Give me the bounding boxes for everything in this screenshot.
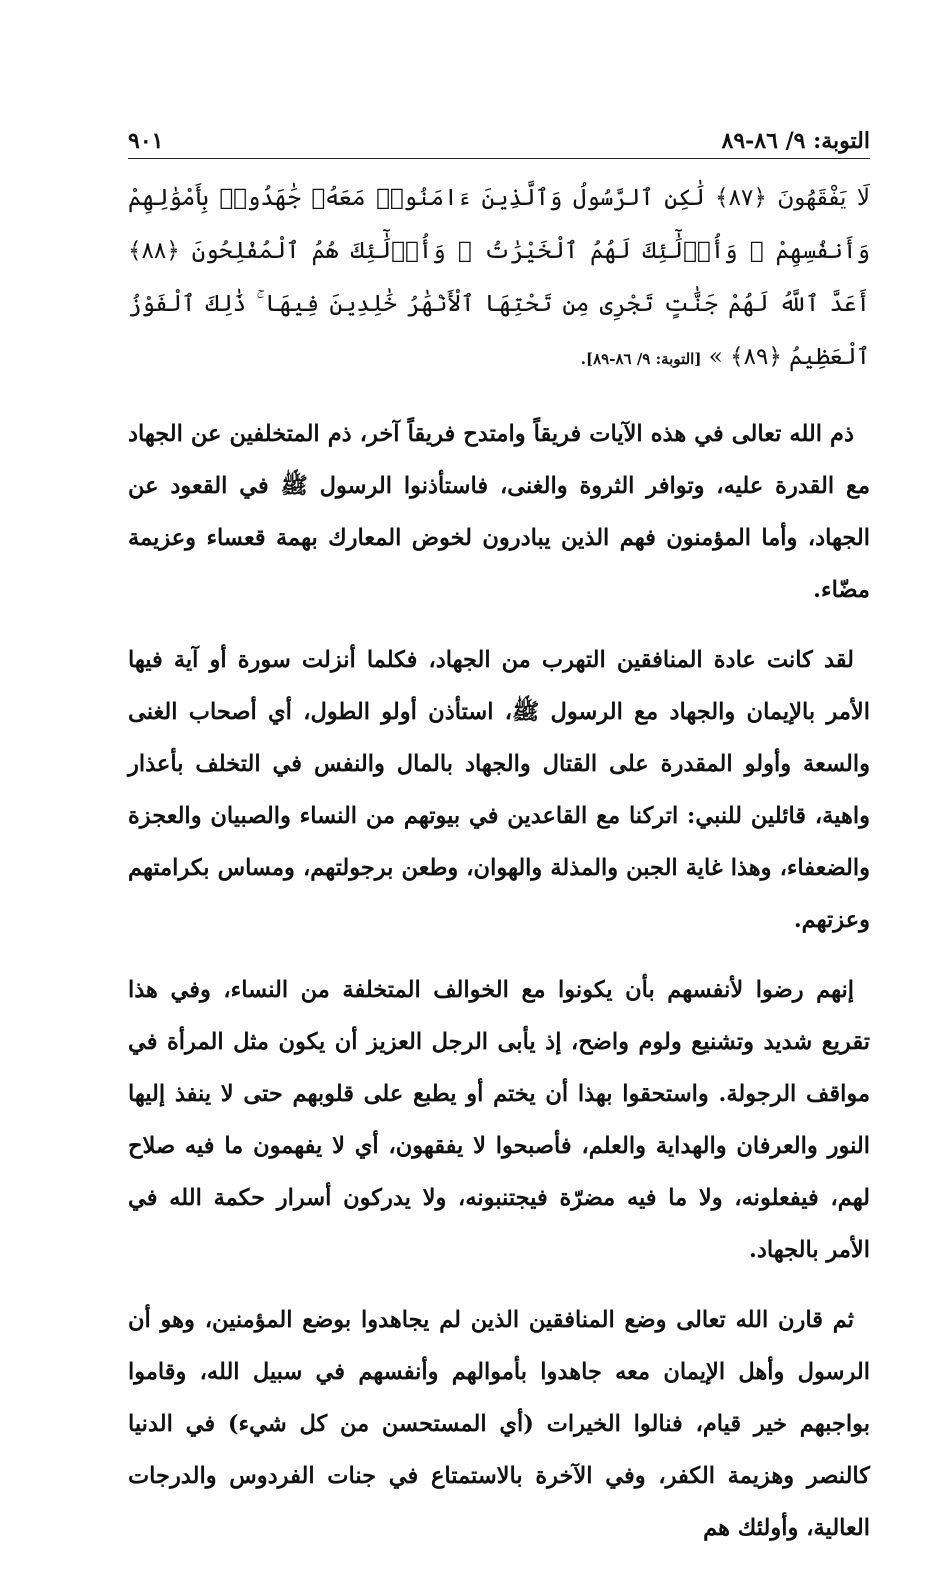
- paragraph-3: إنهم رضوا لأنفسهم بأن يكونوا مع الخوالف المتخلفة من النساء، وفي هذا تقريع شديد وتشنيع ولوم واضح، إذ يأبى الرجل العزيز أن يكون مثل المرأة في مواقف الرجولة. واستحقوا بهذا أن يختم أو يطبع على قلوبهم حتى لا ينفذ إليها النور والعرفان والهداية والعلم، فأصبحوا لا يفقهون، أي لا يفهمون ما فيه صلاح لهم، فيفعلونه، ولا ما فيه مضرّة فيجتنبونه، ولا يدركون أسرار حكمة الله في الأمر بالجهاد.: [128, 977, 870, 1263]
- paragraph-2: لقد كانت عادة المنافقين التهرب من الجهاد، فكلما أنزلت سورة أو آية فيها الأمر بالإيمان والجهاد مع الرسول ﷺ، استأذن أولو الطول، أي أصحاب الغنى والسعة وأولو المقدرة على القتال والجهاد بالمال والنفس في التخلف بأعذار واهية، قائلين للنبي: اتركنا مع القاعدين في بيوتهم من النساء والصبيان والعجزة والضعفاء، وهذا غاية الجبن والمذلة والهوان، وطعن برجولتهم، ومساس بكرامتهم وعزتهم.: [128, 647, 870, 933]
- paragraph-1: ذم الله تعالى في هذه الآيات فريقاً وامتدح فريقاً آخر، ذم المتخلفين عن الجهاد مع القدرة عليه، وتوافر الثروة والغنى، فاستأذنوا الرسول ﷺ في القعود عن الجهاد، وأما المؤمنون فهم الذين يبادرون لخوض المعارك بهمة قعساء وعزيمة مضّاء.: [128, 421, 870, 603]
- page-body: [128, 172, 870, 1572]
- page-header: [128, 118, 870, 154]
- running-title: التوبة: ٩/ ٨٦-٨٩: [721, 128, 870, 154]
- header-divider: [128, 158, 870, 159]
- verse-reference: [التوبة: ٩/ ٨٦-٨٩].: [580, 350, 702, 368]
- paragraph-4: ثم قارن الله تعالى وضع المنافقين الذين لم يجاهدوا بوضع المؤمنين، وهو أن الرسول وأهل الإيمان معه جاهدوا بأموالهم وأنفسهم في سبيل الله، وقاموا بواجبهم خير قيام، فنالوا الخيرات (أي المستحسن من كل شيء) في الدنيا كالنصر وهزيمة الكفر، وفي الآخرة بالاستمتاع في جنات الفردوس والدرجات العالية، وأولئك هم: [128, 1307, 870, 1541]
- quran-text: لَا يَفْقَهُونَ ﴿٨٧﴾ لَٰكِنِ ٱلرَّسُولُ وَٱلَّذِينَ ءَامَنُوا۟ مَعَهُۥ جَٰهَدُوا۟ بِأَمْوَٰلِهِمْ وَأَنفُسِهِمْ ۚ وَأُو۟لَٰٓئِكَ لَهُمُ ٱلْخَيْرَٰتُ ۖ وَأُو۟لَٰٓئِكَ هُمُ ٱلْمُفْلِحُونَ ﴿٨٨﴾ أَعَدَّ ٱللَّهُ لَهُمْ جَنَّٰتٍ تَجْرِى مِن تَحْتِهَا ٱلْأَنْهَٰرُ خَٰلِدِينَ فِيهَا ۚ ذَٰلِكَ ٱلْفَوْزُ ٱلْعَظِيمُ ﴿٨٩﴾ »: [128, 185, 870, 370]
- page-number: ٩٠١: [128, 128, 164, 154]
- quran-verses: [128, 172, 870, 386]
